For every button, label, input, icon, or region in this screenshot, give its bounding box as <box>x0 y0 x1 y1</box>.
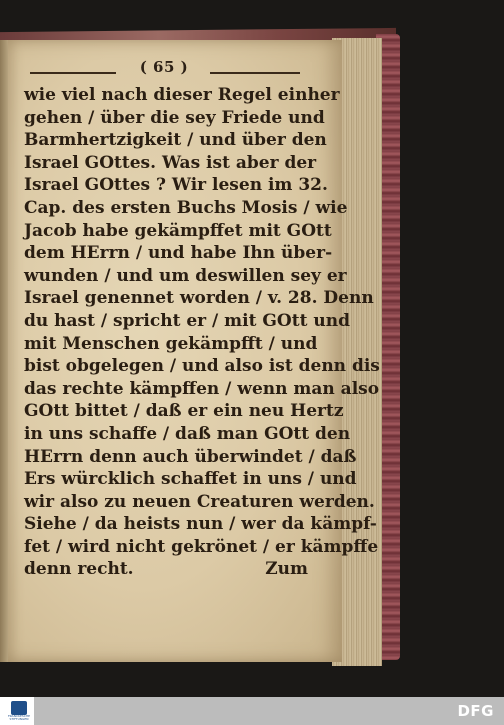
text-line-content: dem HErrn / und habe Ihn über- <box>24 243 333 264</box>
text-line-content: in uns schaffe / daß man GOtt den <box>24 423 351 444</box>
text-line-content: bist obgelegen / und also ist denn dis <box>24 356 380 377</box>
text-line-content: wir also zu neuen Creaturen werden. <box>24 491 375 512</box>
text-line <box>24 265 347 288</box>
text-line <box>24 84 340 107</box>
text-line <box>24 400 344 423</box>
text-line <box>24 152 317 175</box>
text-line-content: du hast / spricht er / mit GOtt und <box>24 310 350 331</box>
text-line <box>24 310 350 333</box>
text-line <box>24 558 308 581</box>
header-rule-right <box>210 72 300 74</box>
text-line-content: Barmhertzigkeit / und über den <box>24 130 327 151</box>
page-body-text <box>24 84 380 581</box>
text-line <box>24 423 351 446</box>
text-line-content: das rechte kämpffen / wenn man also <box>24 378 380 399</box>
text-line-content: mit Menschen gekämpfft / und <box>24 333 318 354</box>
text-line-content: Siehe / da heists nun / wer da kämpf- <box>24 514 377 535</box>
text-line-content: wunden / und um deswillen sey er <box>24 265 347 286</box>
text-line <box>24 129 327 152</box>
text-line <box>24 536 379 559</box>
text-line <box>24 333 318 356</box>
page-header <box>30 58 300 80</box>
text-line-content: denn recht. <box>24 559 134 580</box>
text-line <box>24 355 380 378</box>
text-line-content: Israel GOttes. Was ist aber der <box>24 152 317 173</box>
text-line <box>24 287 374 310</box>
text-line-content: Cap. des ersten Buchs Mosis / wie <box>24 197 348 218</box>
text-line <box>24 491 375 514</box>
text-line <box>24 242 333 265</box>
text-line <box>24 378 380 401</box>
text-line-content: HErrn denn auch überwindet / daß <box>24 446 357 467</box>
dfg-logo: DFG <box>457 702 494 720</box>
viewer-footer <box>0 697 504 725</box>
page-number: ( 65 ) <box>139 58 189 76</box>
text-line <box>24 197 348 220</box>
text-line <box>24 513 377 536</box>
text-line <box>24 468 357 491</box>
header-rule-left <box>30 72 116 74</box>
franckesche-stiftungen-logo <box>6 698 32 724</box>
text-line-content: fet / wird nicht gekrönet / er kämpffe <box>24 536 379 557</box>
logo-caption: FRANCKESCHE STIFTUNGEN <box>7 713 31 721</box>
text-line-content: Ers würcklich schaffet in uns / und <box>24 469 357 490</box>
text-line <box>24 446 357 469</box>
text-line <box>24 174 328 197</box>
text-line-content: GOtt bittet / daß er ein neu Hertz <box>24 401 344 422</box>
text-line <box>24 220 332 243</box>
text-line-content: Jacob habe gekämpffet mit GOtt <box>24 220 332 241</box>
text-line <box>24 107 325 130</box>
text-line-content: Israel genennet worden / v. 28. Denn <box>24 288 374 309</box>
text-line-content: gehen / über die sey Friede und <box>24 107 325 128</box>
institution-logo-icon <box>11 701 27 715</box>
text-line-content: wie viel nach dieser Regel einher <box>24 85 340 105</box>
text-line-content: Israel GOttes ? Wir lesen im 32. <box>24 175 328 196</box>
footer-bar <box>34 697 504 725</box>
catchword: Zum <box>265 559 308 580</box>
